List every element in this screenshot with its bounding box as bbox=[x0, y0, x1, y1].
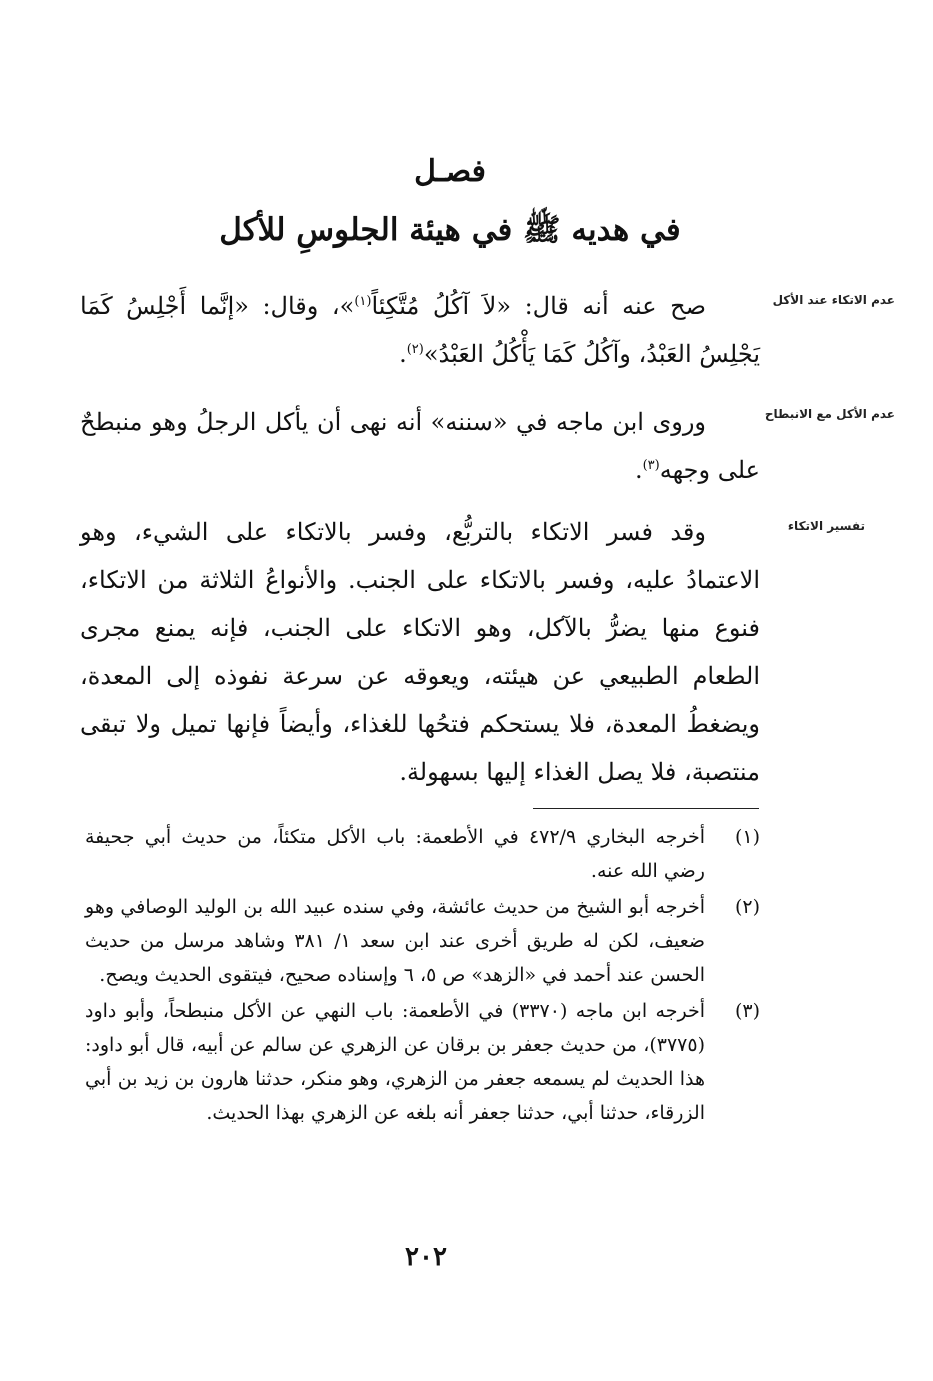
footnote-ref-3[interactable]: (٣) bbox=[642, 458, 660, 473]
margin-note-no-reclining: عدم الاتكاء عند الأكل bbox=[772, 293, 895, 307]
footnotes bbox=[85, 820, 760, 1132]
paragraph-text: وقد فسر الاتكاء بالتربُّع، وفسر بالاتكاء على الشيء، وهو الاعتمادُ عليه، وفسر بالاتكاء على الجنب. والأنواعُ الثلاثة من الاتكاء، فنوع منها يضرُّ بالآكل، وهو الاتكاء على الجنب، فإنه يمنع مجرى الطعام الطبيعي عن هيئته، ويعوقه عن سرعة نفوذه إلى المعدة، ويضغطُ المعدة، فلا يستحكم فتحُها للغذاء، وأيضاً فإنها تميل ولا تبقى منتصبة، فلا يصل الغذاء إليها بسهولة. bbox=[80, 518, 760, 786]
footnote-ref-1[interactable]: (١) bbox=[354, 294, 372, 309]
paragraph-2 bbox=[80, 398, 760, 494]
footnote-text: أخرجه أبو الشيخ من حديث عائشة، وفي سنده عبيد الله بن الوليد الوصافي وهو ضعيف، لكن له طريق أخرى عند ابن سعد ١/ ٣٨١ وشاهد مرسل من حديث الحسن عند أحمد في «الزهد» ص ٥، ٦ وإسناده صحيح، فيتقوى الحديث ويصح. bbox=[85, 896, 706, 986]
paragraph-text-a: وروى ابن ماجه في «سننه» أنه نهى أن يأكل الرجلُ وهو منبطحٌ على وجهه bbox=[80, 408, 760, 484]
margin-note-no-lying-prone: عدم الأكل مع الانبطاح bbox=[764, 407, 895, 421]
footnote-number: (٣) bbox=[734, 1000, 760, 1022]
paragraph-text-a: صح عنه أنه قال: «لاَ آكُلُ مُتَّكِئاً bbox=[371, 292, 706, 320]
footnote-text: أخرجه البخاري ٤٧٢/٩ في الأطعمة: باب الأكل متكئاً، من حديث أبي جحيفة رضي الله عنه. bbox=[85, 826, 706, 882]
margin-note-reclining-explanation: تفسير الاتكاء bbox=[787, 519, 865, 533]
page-number: ٢٠٢ bbox=[405, 1242, 447, 1272]
paragraph-3 bbox=[80, 508, 760, 796]
footnote-ref-2[interactable]: (٢) bbox=[406, 342, 424, 357]
paragraph-1 bbox=[80, 282, 760, 378]
paragraph-text-c: . bbox=[399, 340, 407, 368]
footnote-text: أخرجه ابن ماجه (٣٣٧٠) في الأطعمة: باب النهي عن الأكل منبطحاً، وأبو داود (٣٧٧٥)، من حديث جعفر بن برقان عن الزهري عن سالم عن أبيه، قال أبو داود: هذا الحديث لم يسمعه جعفر من الزهري، وهو منكر، حدثنا هارون بن زيد بن أبي الزرقاء، حدثنا أبي، حدثنا جعفر أنه بلغه عن الزهري بهذا الحديث. bbox=[85, 1000, 705, 1124]
chapter-title: في هديه ﷺ في هيئة الجلوسِ للأكل bbox=[219, 212, 681, 248]
footnote-divider bbox=[533, 808, 759, 809]
footnote-number: (٢) bbox=[734, 896, 760, 918]
section-heading: فصـل bbox=[414, 154, 486, 189]
footnote-2 bbox=[85, 890, 760, 992]
paragraph-text-b: . bbox=[634, 456, 643, 484]
footnote-1 bbox=[85, 820, 760, 888]
paragraph-text bbox=[80, 282, 760, 378]
paragraph-text-b: »، وقال: «إنَّما أَجْلِسُ كَمَا يَجْلِسُ العَبْدُ، وآكُلُ كَمَا يَأْكُلُ العَبْدُ» bbox=[80, 292, 760, 368]
footnote-number: (١) bbox=[734, 826, 760, 848]
paragraph-text bbox=[80, 398, 760, 494]
footnote-3 bbox=[85, 994, 760, 1130]
